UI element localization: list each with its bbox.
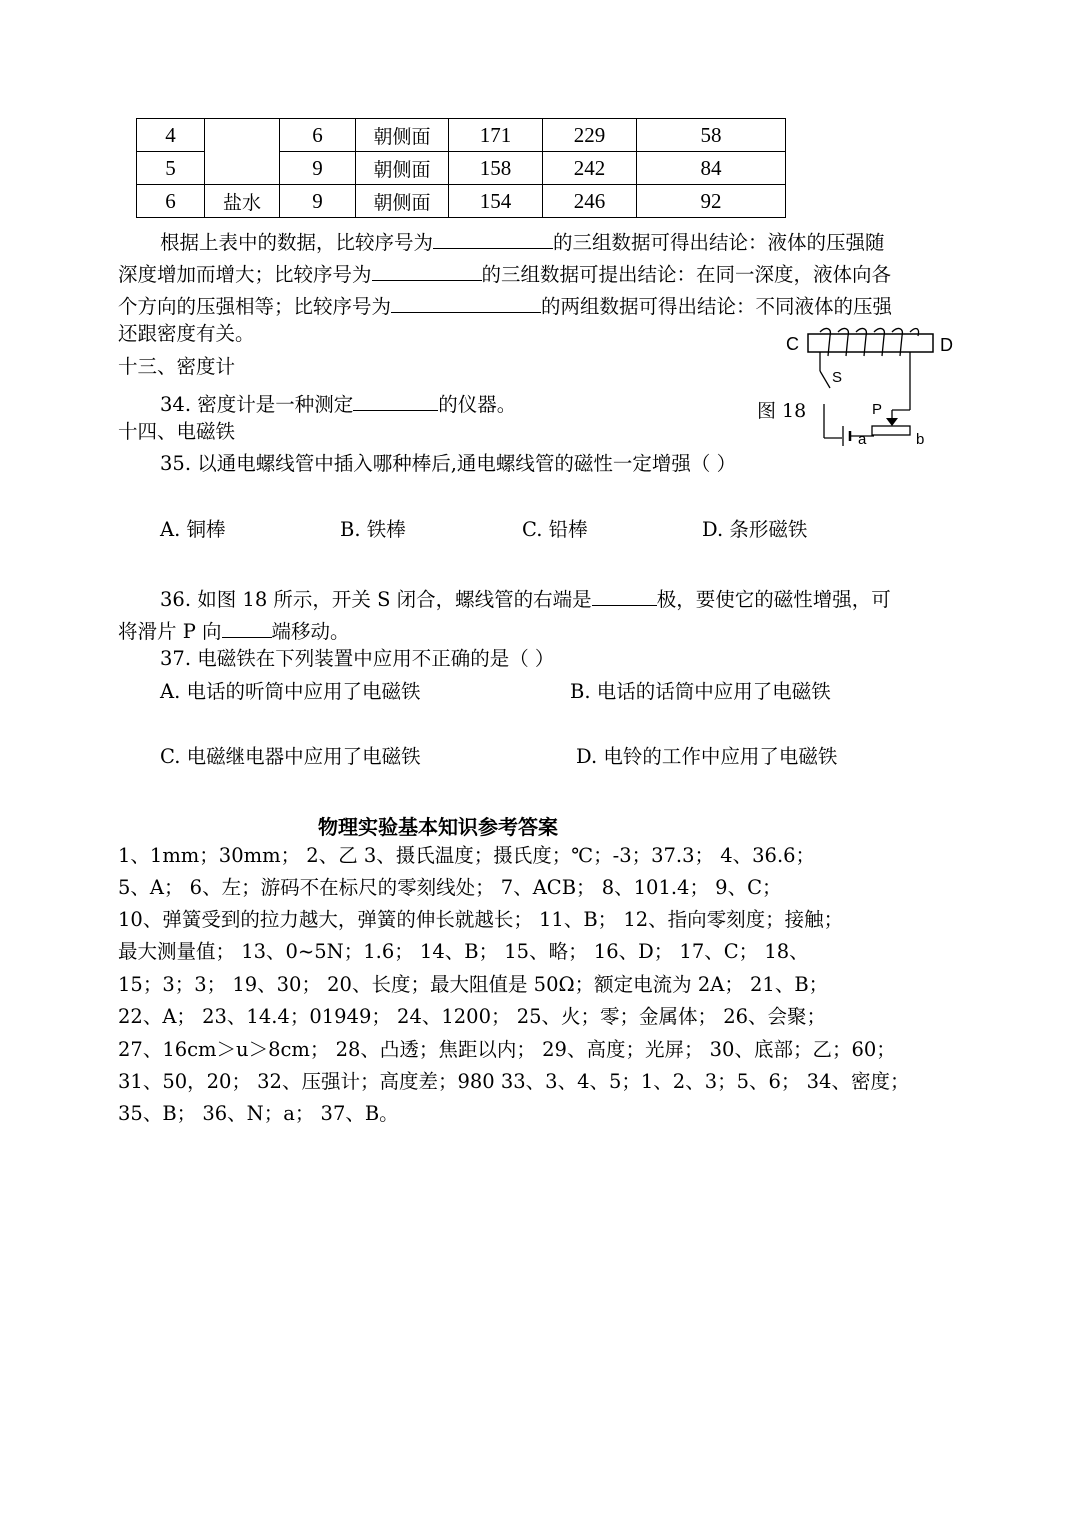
rheostat: [872, 426, 910, 435]
answer-line: 22、A； 23、14.4；01949； 24、1200； 25、火；零；金属体； 26、会聚；: [118, 1005, 827, 1028]
table-cell: 9: [280, 152, 356, 185]
slider-p: [886, 418, 898, 426]
answer-line: 5、A； 6、左；游码不在标尺的零刻线处； 7、ACB； 8、101.4； 9、C；: [118, 876, 782, 899]
answer-line: 35、B； 36、N；a； 37、B。: [118, 1102, 399, 1125]
table-cell: 246: [543, 185, 637, 218]
question-34: 34. 密度计是一种测定 的仪器。: [160, 390, 516, 415]
table-cell: 58: [637, 119, 786, 152]
question-37-option[interactable]: A. 电话的听筒中应用了电磁铁: [160, 680, 421, 703]
table-cell: 6: [137, 185, 205, 218]
question-37-option[interactable]: D. 电铃的工作中应用了电磁铁: [576, 745, 838, 768]
question-35-option[interactable]: D. 条形磁铁: [702, 518, 808, 541]
label-s: S: [832, 369, 843, 386]
q33-line-3: 个方向的压强相等；比较序号为 的两组数据可得出结论：不同液体的压强: [118, 292, 892, 317]
table-cell: 9: [280, 185, 356, 218]
table-cell: 4: [137, 119, 205, 152]
section-heading: 十三、密度计: [118, 355, 236, 378]
question-35-option[interactable]: A. 铜棒: [160, 518, 226, 541]
answer-blank[interactable]: [353, 390, 438, 411]
answer-blank[interactable]: [592, 585, 657, 606]
label-c: C: [786, 334, 799, 354]
label-a: a: [858, 431, 867, 448]
figure-caption: 图 18: [757, 400, 807, 422]
table-cell: 229: [543, 119, 637, 152]
table-cell: 92: [637, 185, 786, 218]
solenoid-core: [808, 334, 933, 352]
table-cell: 盐水: [205, 185, 280, 218]
table-row: [137, 185, 786, 218]
question-35-stem: 35. 以通电螺线管中插入哪种棒后,通电螺线管的磁性一定增强（ ）: [160, 452, 737, 475]
table-cell: 朝侧面: [356, 119, 449, 152]
question-37-stem: 37. 电磁铁在下列装置中应用不正确的是（ ）: [160, 647, 555, 670]
q33-line-2: 深度增加而增大；比较序号为 的三组数据可提出结论：在同一深度，液体向各: [118, 260, 891, 285]
table-cell: 朝侧面: [356, 152, 449, 185]
answers-title: 物理实验基本知识参考答案: [318, 815, 558, 839]
pressure-data-table: [136, 118, 786, 218]
label-p: P: [872, 401, 883, 418]
switch-s: [820, 371, 830, 388]
answer-blank[interactable]: [433, 228, 553, 249]
question-35-option[interactable]: C. 铅棒: [522, 518, 588, 541]
q33-line-1: 根据上表中的数据，比较序号为 的三组数据可得出结论：液体的压强随: [160, 228, 885, 253]
answer-line: 1、1mm；30mm； 2、乙 3、摄氏温度；摄氏度；℃；-3；37.3； 4、36.6；: [118, 844, 816, 867]
table-cell: 5: [137, 152, 205, 185]
table-cell: 171: [449, 119, 543, 152]
answer-line: 15；3；3； 19、30； 20、长度；最大阻值是 50Ω；额定电流为 2A； 21、B；: [118, 973, 829, 996]
answer-blank[interactable]: [391, 292, 541, 313]
table-cell: 朝侧面: [356, 185, 449, 218]
table-row: [137, 119, 786, 152]
question-36-line-2: 将滑片 P 向 端移动。: [118, 617, 350, 642]
table-cell: 154: [449, 185, 543, 218]
answer-blank[interactable]: [222, 617, 272, 638]
question-35-option[interactable]: B. 铁棒: [340, 518, 406, 541]
solenoid-circuit-figure: [780, 326, 960, 451]
answer-blank[interactable]: [372, 260, 482, 281]
table-cell: 6: [280, 119, 356, 152]
section-heading: 十四、电磁铁: [118, 420, 236, 443]
table-cell: 242: [543, 152, 637, 185]
q33-line-4: 还跟密度有关。: [118, 322, 255, 345]
table-cell: [205, 119, 280, 185]
answer-line: 10、弹簧受到的拉力越大，弹簧的伸长就越长； 11、B； 12、指向零刻度；接触；: [118, 908, 844, 931]
label-d: D: [940, 335, 953, 355]
question-37-option[interactable]: B. 电话的话筒中应用了电磁铁: [570, 680, 831, 703]
answer-line: 27、16cm＞u＞8cm； 28、凸透；焦距以内； 29、高度；光屏； 30、底部；乙；60；: [118, 1038, 896, 1061]
answer-line: 最大测量值； 13、0~5N；1.6； 14、B； 15、略； 16、D； 17、C； 18、: [118, 940, 809, 963]
question-36-line-1: 36. 如图 18 所示，开关 S 闭合，螺线管的右端是 极，要使它的磁性增强，可: [160, 585, 891, 610]
table-cell: 158: [449, 152, 543, 185]
table-cell: 84: [637, 152, 786, 185]
label-b: b: [916, 431, 925, 448]
answer-line: 31、50，20； 32、压强计；高度差；980 33、3、4、5；1、2、3；5、6； 34、密度；: [118, 1070, 910, 1093]
question-37-option[interactable]: C. 电磁继电器中应用了电磁铁: [160, 745, 421, 768]
